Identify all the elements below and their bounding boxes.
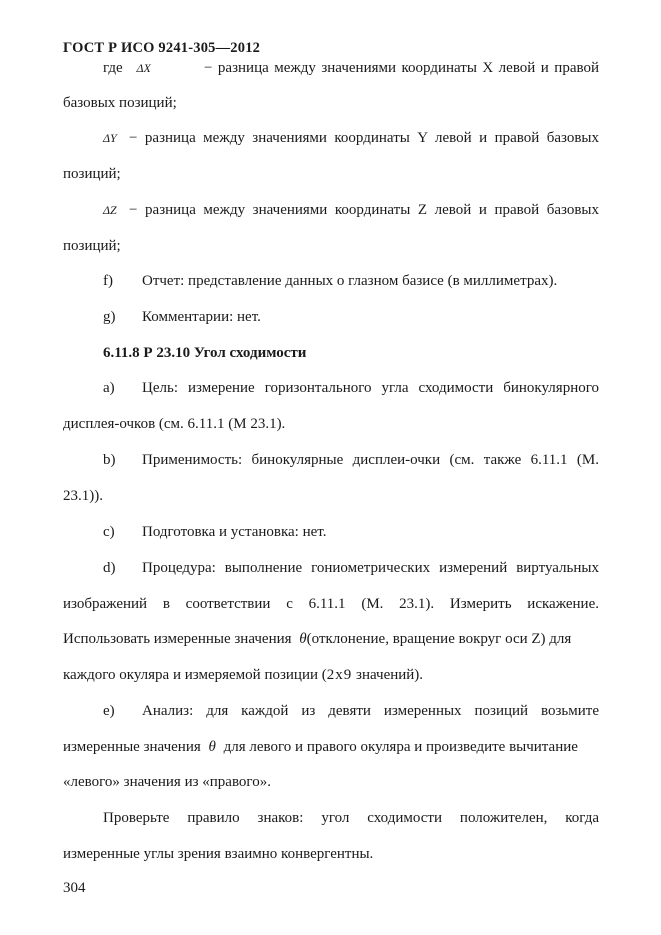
item-g-marker: g): [103, 309, 116, 325]
delta-x-continuation: базовых позиций;: [63, 95, 177, 111]
delta-z-text: − разница между значениями координаты Z левой и правой базовых: [129, 202, 599, 218]
item-c: [103, 524, 599, 541]
item-e-marker: e): [103, 703, 115, 719]
item-d-theta: θ: [299, 631, 307, 647]
item-g-text: Комментарии: нет.: [142, 309, 261, 325]
item-b-marker: b): [103, 452, 116, 468]
delta-x-text: − разница между значениями координаты X левой и правой: [204, 60, 599, 76]
item-e: [103, 703, 599, 720]
item-d-count: 2x9: [326, 667, 353, 683]
item-d-line3: [63, 631, 599, 648]
item-d-line1: Процедура: выполнение гониометрических измерений виртуальных: [142, 560, 599, 576]
section-heading: 6.11.8 Р 23.10 Угол сходимости: [103, 345, 307, 361]
item-d-marker: d): [103, 560, 116, 576]
item-c-marker: c): [103, 524, 115, 540]
item-b: [103, 452, 599, 469]
item-e-line1: Анализ: для каждой из девяти измеренных позиций возьмите: [142, 703, 599, 719]
item-d-line4-post: значений).: [352, 667, 424, 683]
delta-z-symbol: ΔZ: [103, 203, 117, 217]
delta-x-symbol: ΔX: [136, 61, 151, 75]
item-e-line2-post: для левого и правого окуляра и произведите вычитание: [223, 739, 578, 755]
delta-y-symbol: ΔY: [103, 131, 117, 145]
item-a-line1: Цель: измерение горизонтального угла сходимости бинокулярного: [142, 380, 599, 396]
item-c-text: Подготовка и установка: нет.: [142, 524, 327, 540]
delta-z-definition: [103, 202, 599, 219]
page-number: 304: [63, 880, 86, 896]
item-d-line3-pre: Использовать измеренные значения: [63, 631, 292, 647]
item-e-theta: θ: [208, 739, 216, 755]
item-f-marker: f): [103, 273, 113, 289]
item-e-line2: [63, 739, 599, 756]
delta-y-definition: [103, 130, 599, 147]
item-d-line4-pre: каждого окуляра и измеряемой позиции (: [63, 667, 327, 683]
sign-rule-line1: Проверьте правило знаков: угол сходимости положителен, когда: [103, 810, 599, 826]
delta-x-lead: где: [103, 60, 123, 76]
delta-y-continuation: позиций;: [63, 166, 121, 182]
item-e-line3: «левого» значения из «правого».: [63, 774, 271, 790]
item-d: [103, 560, 599, 577]
delta-y-text: − разница между значениями координаты Y левой и правой базовых: [129, 130, 599, 146]
item-e-line2-pre: измеренные значения: [63, 739, 201, 755]
item-f-text: Отчет: представление данных о глазном базисе (в миллиметрах).: [142, 273, 558, 289]
sign-rule-line2: измеренные углы зрения взаимно конвергентны.: [63, 846, 374, 862]
document-header: ГОСТ Р ИСО 9241-305—2012: [63, 40, 261, 56]
item-a-line2: дисплея-очков (см. 6.11.1 (М 23.1).: [63, 416, 286, 432]
item-a-marker: a): [103, 380, 115, 396]
item-b-line1: Применимость: бинокулярные дисплеи-очки (см. также 6.11.1 (М.: [142, 452, 599, 468]
item-f: [103, 273, 599, 290]
item-a: [103, 380, 599, 397]
item-b-line2: 23.1)).: [63, 488, 103, 504]
item-d-line3-post: (отклонение, вращение вокруг оси Z) для: [306, 631, 572, 647]
delta-z-continuation: позиций;: [63, 238, 121, 254]
item-g: [103, 309, 599, 326]
item-d-line2: изображений в соответствии с 6.11.1 (М. 23.1). Измерить искажение.: [63, 596, 599, 612]
item-d-line4: [63, 667, 599, 684]
delta-x-definition: [103, 60, 599, 77]
